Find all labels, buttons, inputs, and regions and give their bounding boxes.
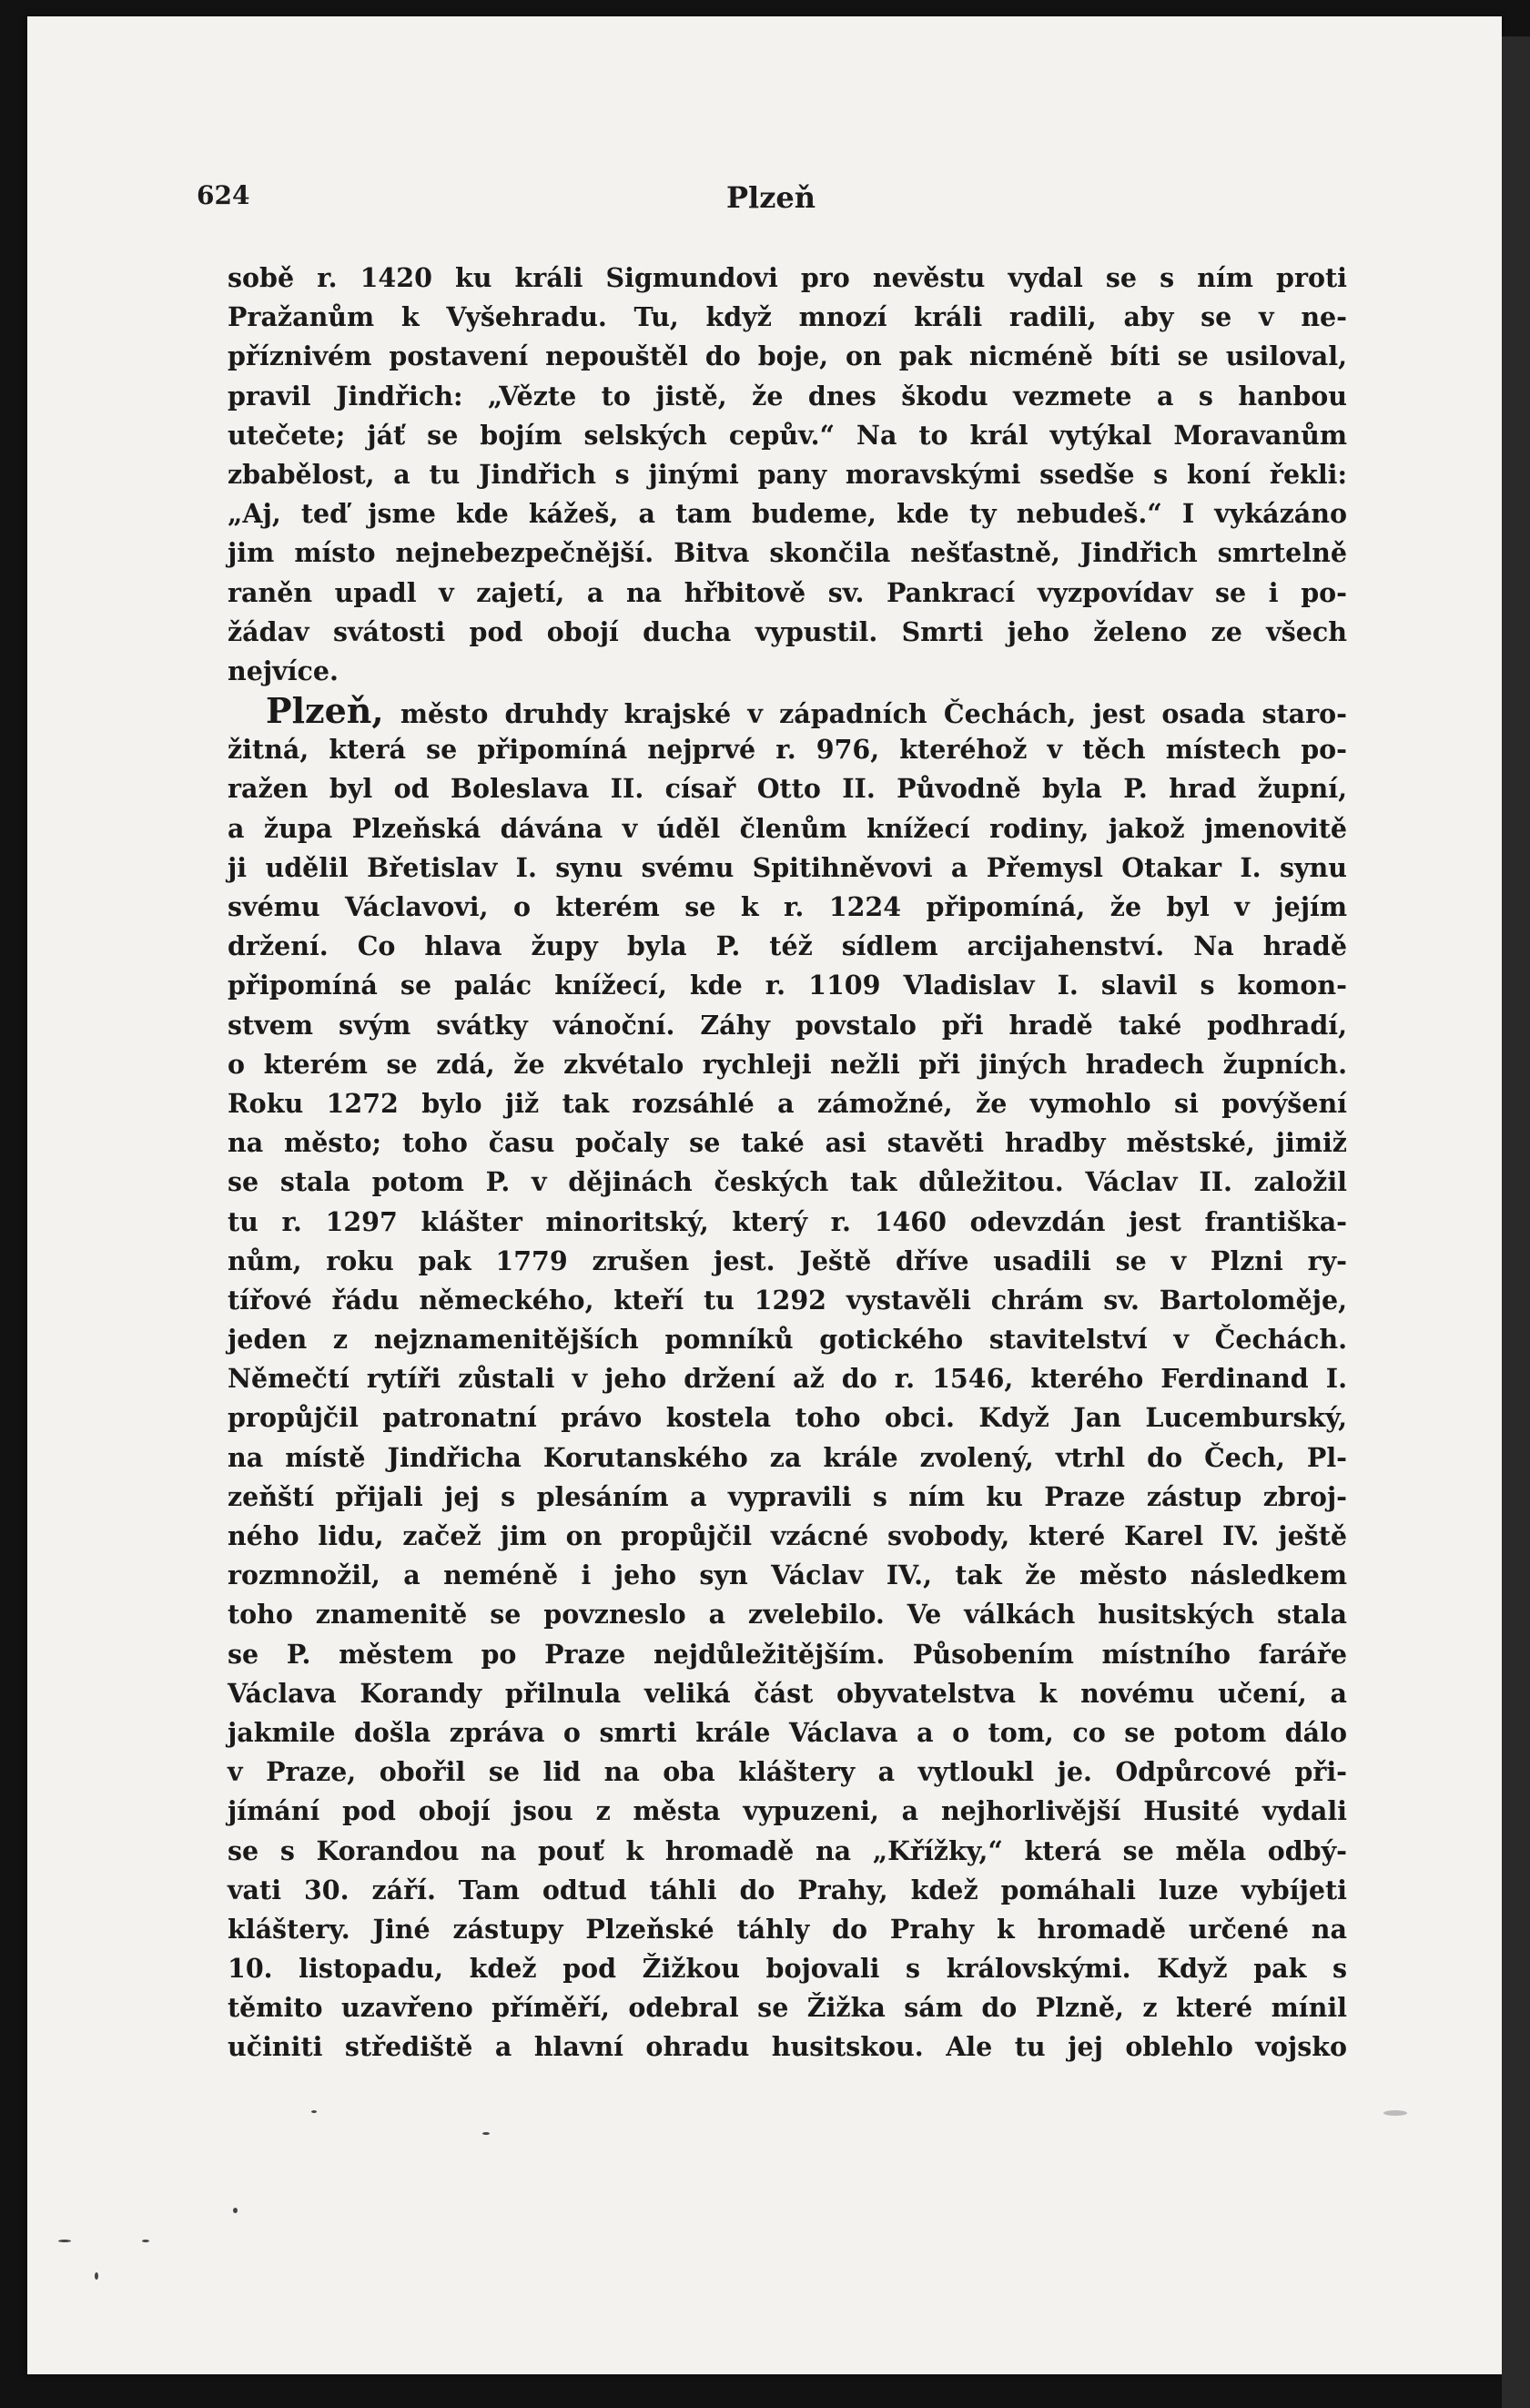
text-line: Václava Korandy přilnula veliká část obyvatelstva k novému učení, a [228,1677,1347,1709]
text-line: jímání pod obojí jsou z města vypuzeni, a nejhorlivější Husité vydali [228,1795,1347,1827]
text-line: se s Korandou na pouť k hromadě na „Křížky,“ která se měla odbý- [228,1834,1347,1866]
text-line: ji udělil Břetislav I. synu svému Spitihněvovi a Přemysl Otakar I. synu [228,851,1347,883]
text-line: sobě r. 1420 ku králi Sigmundovi pro nevěstu vydal se s ním proti [228,262,1347,293]
text-line: raněn upadl v zajetí, a na hřbitově sv. Pankrací vyzpovídav se i po- [228,576,1347,608]
text-line: tu r. 1297 klášter minoritský, který r. 1460 odevzdán jest františka- [228,1205,1347,1237]
text-line: ražen byl od Boleslava II. císař Otto II. Původně byla P. hrad župní, [228,773,1347,805]
speck [1383,2110,1407,2116]
text-line: nům, roku pak 1779 zrušen jest. Ještě dříve usadili se v Plzni ry- [228,1245,1347,1276]
text-line: na město; toho času počaly se také asi stavěti hradby městské, jimiž [228,1127,1347,1159]
text-line: utečete; jáť se bojím selských cepův.“ Na to král vytýkal Moravanům [228,419,1347,451]
text-line: v Praze, obořil se lid na oba kláštery a vytloukl je. Odpůrcové při- [228,1756,1347,1788]
text-line: připomíná se palác knížecí, kde r. 1109 Vladislav I. slavil s komon- [228,970,1347,1001]
page-number: 624 [197,180,250,210]
paragraph-2 [228,691,1347,2068]
text-line: toho znamenitě se povzneslo a zvelebilo. Ve válkách husitských stala [228,1599,1347,1631]
speck [95,2272,98,2280]
page-edge-shadow [1502,36,1530,2408]
body-text [228,259,1347,2068]
text-line: se stala potom P. v dějinách českých tak důležitou. Václav II. založil [228,1166,1347,1198]
text-line: se P. městem po Praze nejdůležitějším. Působením místního faráře [228,1638,1347,1670]
text-line: žitná, která se připomíná nejprvé r. 976, kteréhož v těch místech po- [228,734,1347,766]
text-line: příznivém postavení nepouštěl do boje, on pak nicméně bíti se usiloval, [228,340,1347,372]
text-line: těmito uzavřeno příměří, odebral se Žižka sám do Plzně, z které mínil [228,1992,1347,2024]
text-line: tířové řádu německého, kteří tu 1292 vystavěli chrám sv. Bartoloměje, [228,1284,1347,1316]
text-line: a župa Plzeňská dávána v úděl členům knížecí rodiny, jakož jmenovitě [228,812,1347,844]
speck [58,2240,71,2242]
text-line: jakmile došla zpráva o smrti krále Václava a o tom, co se potom dálo [228,1716,1347,1748]
text-line: ného lidu, začež jim on propůjčil vzácné svobody, které Karel IV. ještě [228,1520,1347,1551]
text-line: žádav svátosti pod obojí ducha vypustil. Smrti jeho želeno ze všech [228,615,1347,647]
text-line: kláštery. Jiné zástupy Plzeňské táhly do Prahy k hromadě určené na [228,1913,1347,1945]
text-line: zbabělost, a tu Jindřich s jinými pany moravskými ssedše s koní řekli: [228,458,1347,490]
text-line: jeden z nejznamenitějších pomníků gotického stavitelství v Čechách. [228,1324,1347,1356]
text-line: vati 30. září. Tam odtud táhli do Prahy, kdež pomáhali luze vybíjeti [228,1874,1347,1905]
text-line: držení. Co hlava župy byla P. též sídlem arcijahenství. Na hradě [228,930,1347,962]
text-line: Pražanům k Vyšehradu. Tu, když mnozí králi radili, aby se v ne- [228,301,1347,333]
text-line: nejvíce. [228,655,339,686]
speck [142,2240,149,2242]
text-line: jim místo nejnebezpečnější. Bitva skončila nešťastně, Jindřich smrtelně [228,537,1347,569]
text-line: svému Václavovi, o kterém se k r. 1224 připomíná, že byl v jejím [228,891,1347,922]
text-line: 10. listopadu, kdež pod Žižkou bojovali s královskými. Když pak s [228,1953,1347,1985]
speck [233,2208,238,2213]
text-line-rest: město druhdy krajské v západních Čechách, jest osada staro- [400,698,1347,730]
text-line: Němečtí rytíři zůstali v jeho držení až do r. 1546, kterého Ferdinand I. [228,1363,1347,1395]
text-line: propůjčil patronatní právo kostela toho obci. Když Jan Lucemburský, [228,1402,1347,1434]
speck [311,2110,317,2113]
text-line: stvem svým svátky vánoční. Záhy povstalo při hradě také podhradí, [228,1009,1347,1041]
text-line: učiniti střediště a hlavní ohradu husitskou. Ale tu jej oblehlo vojsko [228,2031,1347,2063]
running-head: Plzeň [725,180,816,215]
text-line: zeňští přijali jej s plesáním a vypravili s ním ku Praze zástup zbroj- [228,1480,1347,1512]
text-line: „Aj, teď jsme kde kážeš, a tam budeme, kde ty nebudeš.“ I vykázáno [228,498,1347,530]
text-line: na místě Jindřicha Korutanského za krále zvolený, vtrhl do Čech, Pl- [228,1441,1347,1473]
text-line: pravil Jindřich: „Vězte to jistě, že dnes škodu vezmete a s hanbou [228,380,1347,411]
page-header [197,180,1345,220]
text-line: o kterém se zdá, že zkvétalo rychleji nežli při jiných hradech župních. [228,1048,1347,1080]
text-line-lead [228,691,1347,730]
text-line: rozmnožil, a neméně i jeho syn Václav IV., tak že město následkem [228,1560,1347,1591]
speck [482,2132,490,2135]
text-line: Roku 1272 bylo již tak rozsáhlé a zámožné, že vymohlo si povýšení [228,1087,1347,1119]
paragraph-1 [228,259,1347,691]
entry-headword: Plzeň, [266,690,384,732]
